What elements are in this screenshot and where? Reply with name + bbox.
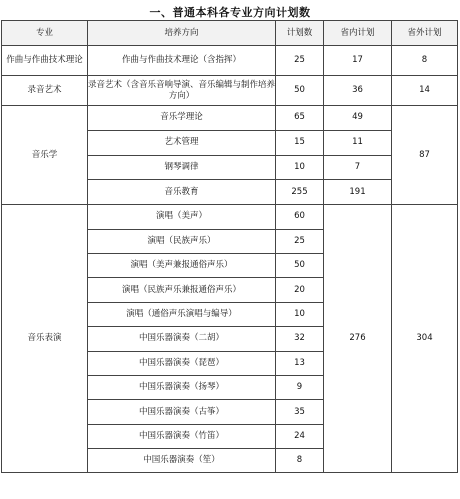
total-cell: 65 [276, 106, 324, 131]
major-cell: 作曲与作曲技术理论 [2, 46, 88, 76]
total-cell: 13 [276, 351, 324, 375]
direction-cell: 中国乐器演奏（二胡） [88, 327, 276, 351]
table-row [2, 76, 458, 106]
direction-cell: 录音艺术（含音乐音响导演、音乐编辑与制作培养方向） [88, 76, 276, 106]
total-cell: 60 [276, 205, 324, 229]
page-title: 一、普通本科各专业方向计划数 [149, 6, 311, 19]
major-cell: 音乐学 [2, 106, 88, 205]
total-cell: 255 [276, 180, 324, 205]
in-province-cell: 276 [324, 205, 392, 473]
direction-cell: 中国乐器演奏（琵琶） [88, 351, 276, 375]
in-province-cell: 11 [324, 130, 392, 155]
direction-cell: 演唱（民族声乐兼报通俗声乐） [88, 278, 276, 302]
total-cell: 9 [276, 375, 324, 399]
out-province-cell: 304 [392, 205, 458, 473]
out-province-cell: 14 [392, 76, 458, 106]
total-cell: 32 [276, 327, 324, 351]
direction-cell: 演唱（民族声乐） [88, 229, 276, 253]
total-cell: 8 [276, 449, 324, 473]
in-province-cell: 7 [324, 155, 392, 180]
total-cell: 24 [276, 424, 324, 448]
enrollment-plan-table [1, 20, 458, 473]
total-cell: 35 [276, 400, 324, 424]
direction-cell: 作曲与作曲技术理论（含指挥） [88, 46, 276, 76]
major-cell: 音乐表演 [2, 205, 88, 473]
header-out-province: 省外计划 [392, 21, 458, 46]
in-province-cell: 17 [324, 46, 392, 76]
total-cell: 15 [276, 130, 324, 155]
in-province-cell: 49 [324, 106, 392, 131]
direction-cell: 中国乐器演奏（扬琴） [88, 375, 276, 399]
header-major: 专业 [2, 21, 88, 46]
total-cell: 10 [276, 302, 324, 326]
out-province-cell: 87 [392, 106, 458, 205]
header-total: 计划数 [276, 21, 324, 46]
in-province-cell: 36 [324, 76, 392, 106]
direction-cell: 钢琴调律 [88, 155, 276, 180]
out-province-cell: 8 [392, 46, 458, 76]
direction-cell: 中国乐器演奏（笙） [88, 449, 276, 473]
direction-cell: 中国乐器演奏（古筝） [88, 400, 276, 424]
direction-cell: 演唱（美声兼报通俗声乐） [88, 253, 276, 277]
total-cell: 20 [276, 278, 324, 302]
total-cell: 50 [276, 253, 324, 277]
total-cell: 50 [276, 76, 324, 106]
direction-cell: 音乐教育 [88, 180, 276, 205]
total-cell: 25 [276, 46, 324, 76]
total-cell: 25 [276, 229, 324, 253]
header-direction: 培养方向 [88, 21, 276, 46]
table-row [2, 106, 458, 131]
major-cell: 录音艺术 [2, 76, 88, 106]
direction-cell: 艺术管理 [88, 130, 276, 155]
direction-cell: 演唱（通俗声乐演唱与编导） [88, 302, 276, 326]
table-row [2, 46, 458, 76]
table-row [2, 205, 458, 229]
direction-cell: 中国乐器演奏（竹笛） [88, 424, 276, 448]
total-cell: 10 [276, 155, 324, 180]
header-in-province: 省内计划 [324, 21, 392, 46]
direction-cell: 音乐学理论 [88, 106, 276, 131]
in-province-cell: 191 [324, 180, 392, 205]
direction-cell: 演唱（美声） [88, 205, 276, 229]
table-header-row [2, 21, 458, 46]
